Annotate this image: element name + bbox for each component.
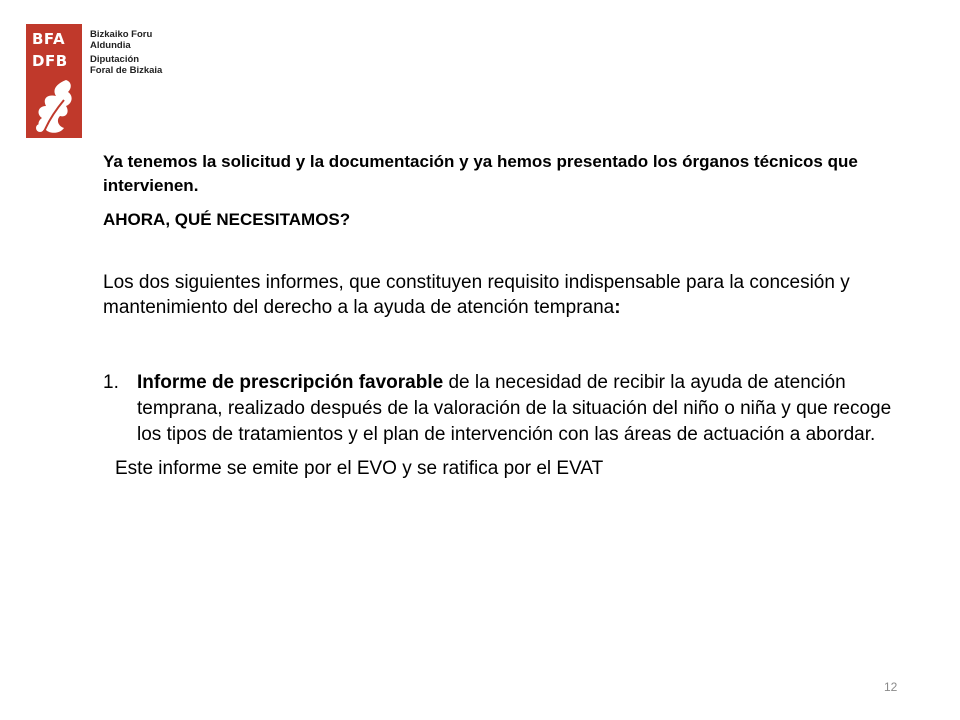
question-heading: AHORA, QUÉ NECESITAMOS? [103,210,351,229]
logo-text-line: Diputación [90,54,140,65]
list-item-text [137,370,903,448]
logo-text-line: Bizkaiko Foru [90,29,153,40]
list-item-number: 1. [103,372,119,393]
logo-wordmark [90,30,162,76]
logo-text-line: Foral de Bizkaia [90,64,163,76]
intro-text: Ya tenemos la solicitud y la documentación y ya hemos presentado los órganos técnicos que intervienen. [103,152,858,195]
slide-content [103,150,903,482]
emission-note: Este informe se emite por el EVO y se ratifica por el EVAT [115,458,604,479]
logo-abbr-bfa: BFA [32,30,66,48]
logo [26,24,166,142]
logo-emblem [26,24,82,138]
list-item-description: de la necesidad de recibir la ayuda de atención temprana, realizado después de la valoración de la situación del niño o niña y que recoge los tipos de tratamientos y el plan de intervención con las áreas de actuación a abordar. [137,372,892,445]
logo-abbr-dfb: DFB [32,52,68,70]
logo-text-line: Aldundia [90,39,131,51]
list-item-bold-title: Informe de prescripción favorable [137,372,444,393]
oak-leaf-icon [26,76,82,138]
paragraph-text: Los dos siguientes informes, que constituyen requisito indispensable para la concesión y mantenimiento del derecho a la ayuda de atención temprana [103,272,850,318]
paragraph-colon: : [614,297,621,318]
numbered-list-item [103,370,903,448]
page-number: 12 [884,680,898,694]
requirements-paragraph [103,270,893,320]
